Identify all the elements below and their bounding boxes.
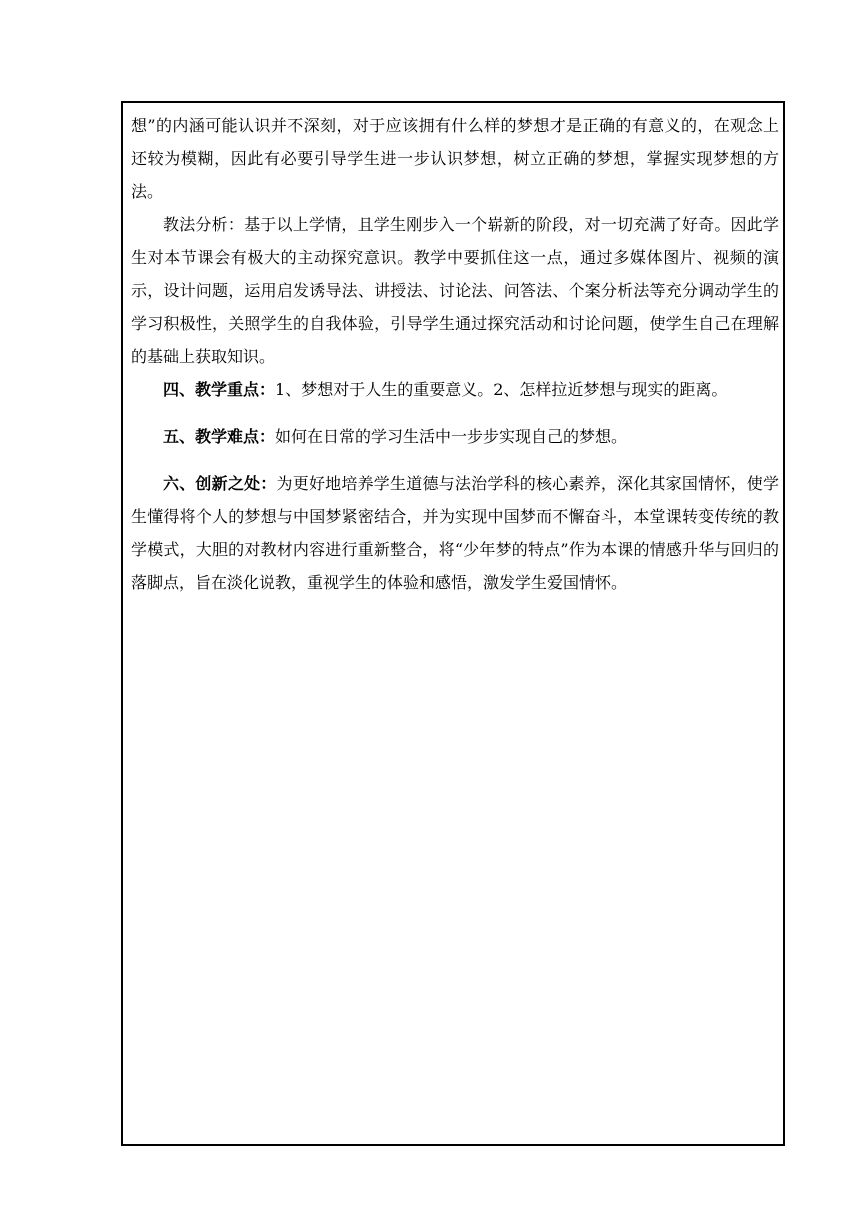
section-text-difficulties: 如何在日常的学习生活中一步步实现自己的梦想。 <box>275 427 628 446</box>
document-body <box>131 109 779 599</box>
section-innovation <box>131 467 779 599</box>
paragraph-teaching-method-analysis: 教法分析：基于以上学情，且学生刚步入一个崭新的阶段，对一切充满了好奇。因此学生对本节课会有极大的主动探究意识。教学中要抓住这一点，通过多媒体图片、视频的演示，设计问题，运用启发诱导法、讲授法、讨论法、问答法、个案分析法等充分调动学生的学习积极性，关照学生的自我体验，引导学生通过探究活动和讨论问题，使学生自己在理解的基础上获取知识。 <box>131 215 779 366</box>
section-heading-innovation: 六、创新之处： <box>163 474 277 493</box>
section-heading-key-points: 四、教学重点： <box>163 380 276 399</box>
paragraph-student-analysis-continued: 想”的内涵可能认识并不深刻，对于应该拥有什么样的梦想才是正确的有意义的，在观念上还较为模糊，因此有必要引导学生进一步认识梦想，树立正确的梦想，掌握实现梦想的方法。 <box>131 116 779 201</box>
section-teaching-difficulties <box>131 420 779 453</box>
section-teaching-key-points <box>131 373 779 406</box>
section-text-innovation: 为更好地培养学生道德与法治学科的核心素养，深化其家国情怀，使学生懂得将个人的梦想与中国梦紧密结合，并为实现中国梦而不懈奋斗，本堂课转变传统的教学模式，大胆的对教材内容进行重新整合，将“少年梦的特点”作为本课的情感升华与回归的落脚点，旨在淡化说教，重视学生的体验和感悟，激发学生爱国情怀。 <box>131 474 779 592</box>
section-heading-difficulties: 五、教学难点： <box>163 427 276 446</box>
section-text-key-points: 1、梦想对于人生的重要意义。2、怎样拉近梦想与现实的距离。 <box>275 380 728 399</box>
